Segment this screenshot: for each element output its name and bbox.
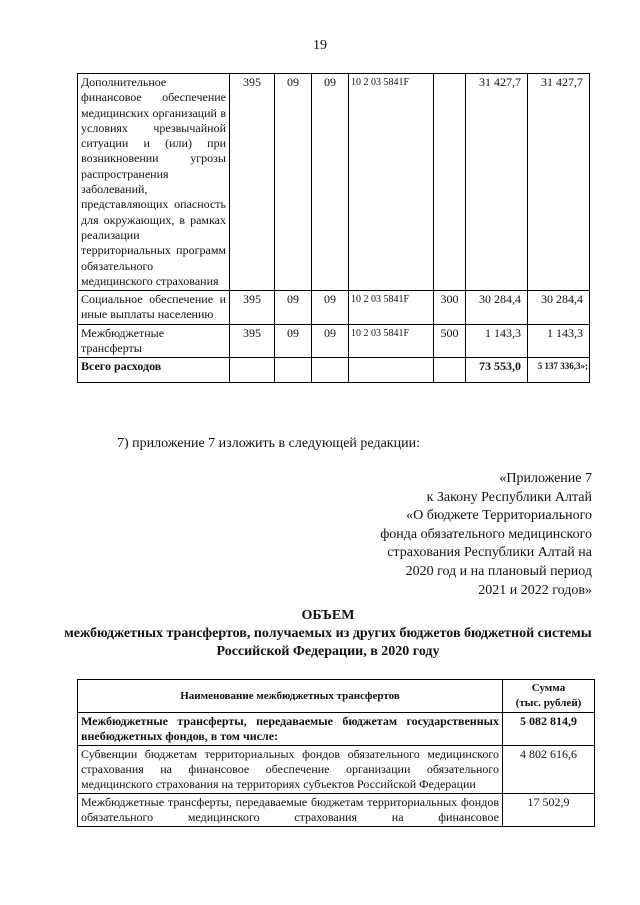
appendix-line: «Приложение 7 xyxy=(499,471,592,486)
appendix-line: фонда обязательного медицинского xyxy=(380,526,592,542)
empty-cell xyxy=(349,358,434,383)
row-amount2: 30 284,4 xyxy=(528,291,590,325)
total-row xyxy=(78,358,590,383)
row-target: 10 2 03 5841F xyxy=(349,74,434,291)
expenses-table xyxy=(77,73,590,383)
row-code: 395 xyxy=(230,324,275,358)
row-amount: 5 082 814,9 xyxy=(503,713,595,746)
empty-cell xyxy=(434,358,466,383)
page-number: 19 xyxy=(313,38,327,53)
row-name: Социальное обеспечение и иные выплаты населению xyxy=(78,291,230,325)
title-line2: межбюджетных трансфертов, получаемых из других бюджетов бюджетной системы Российской Федерации, в 2020 году xyxy=(64,626,592,659)
row-name: Субвенции бюджетам территориальных фондов обязательного медицинского страхования на финансовое обеспечение организации обязательного медицинского страхования на территориях субъектов Российской Федерации xyxy=(78,746,503,794)
row-amount2: 31 427,7 xyxy=(528,74,590,291)
total-amount2: 5 137 336,3»; xyxy=(528,358,590,383)
total-label: Всего расходов xyxy=(78,358,230,383)
empty-cell xyxy=(230,358,275,383)
appendix-line: 2020 год и на плановый период xyxy=(405,563,592,579)
transfers-table xyxy=(77,679,595,827)
table-row xyxy=(78,74,590,291)
header-name: Наименование межбюджетных трансфертов xyxy=(78,680,503,713)
table-header-row xyxy=(78,680,595,713)
row-subsection: 09 xyxy=(312,74,349,291)
row-amount: 4 802 616,6 xyxy=(503,746,595,794)
row-amount2: 1 143,3 xyxy=(528,324,590,358)
row-amount1: 30 284,4 xyxy=(466,291,528,325)
header-sum-line1: Сумма xyxy=(531,682,566,694)
document-title xyxy=(60,607,596,661)
appendix-line: «О бюджете Территориального xyxy=(406,508,592,524)
row-section: 09 xyxy=(275,74,312,291)
row-expense-type: 300 xyxy=(434,291,466,325)
row-subsection: 09 xyxy=(312,324,349,358)
appendix-line: страхования Республики Алтай на xyxy=(387,545,592,561)
row-subsection: 09 xyxy=(312,291,349,325)
table-row xyxy=(78,746,595,794)
table-row xyxy=(78,713,595,746)
appendix-header xyxy=(272,470,592,600)
row-section: 09 xyxy=(275,324,312,358)
amendment-instruction: 7) приложение 7 изложить в следующей редакции: xyxy=(117,436,420,451)
appendix-line: к Закону Республики Алтай xyxy=(426,489,592,505)
row-code: 395 xyxy=(230,74,275,291)
table-row xyxy=(78,324,590,358)
row-name: Межбюджетные трансферты, передаваемые бюджетам государственных внебюджетных фондов, в том числе: xyxy=(78,713,503,746)
row-target: 10 2 03 5841F xyxy=(349,291,434,325)
appendix-line: 2021 и 2022 годов» xyxy=(478,582,592,598)
table-row xyxy=(78,794,595,827)
row-name: Дополнительное финансовое обеспечение медицинских организаций в условиях чрезвычайной ситуации и (или) при возникновении угрозы распространения заболеваний, представляющих опасность для окружающих, в рамках реализации территориальных программ обязательного медицинского страхования xyxy=(78,74,230,291)
row-target: 10 2 03 5841F xyxy=(349,324,434,358)
row-expense-type xyxy=(434,74,466,291)
table-row xyxy=(78,291,590,325)
row-amount1: 31 427,7 xyxy=(466,74,528,291)
row-name: Межбюджетные трансферты, передаваемые бюджетам территориальных фондов обязательного медицинского страхования на финансовое xyxy=(78,794,503,827)
row-expense-type: 500 xyxy=(434,324,466,358)
row-amount1: 1 143,3 xyxy=(466,324,528,358)
row-code: 395 xyxy=(230,291,275,325)
title-line1: ОБЪЕМ xyxy=(301,608,355,623)
total-amount1: 73 553,0 xyxy=(466,358,528,383)
header-sum-line2: (тыс. рублей) xyxy=(515,697,582,709)
row-name: Межбюджетные трансферты xyxy=(78,324,230,358)
header-sum xyxy=(503,680,595,713)
row-section: 09 xyxy=(275,291,312,325)
empty-cell xyxy=(275,358,312,383)
empty-cell xyxy=(312,358,349,383)
row-amount: 17 502,9 xyxy=(503,794,595,827)
